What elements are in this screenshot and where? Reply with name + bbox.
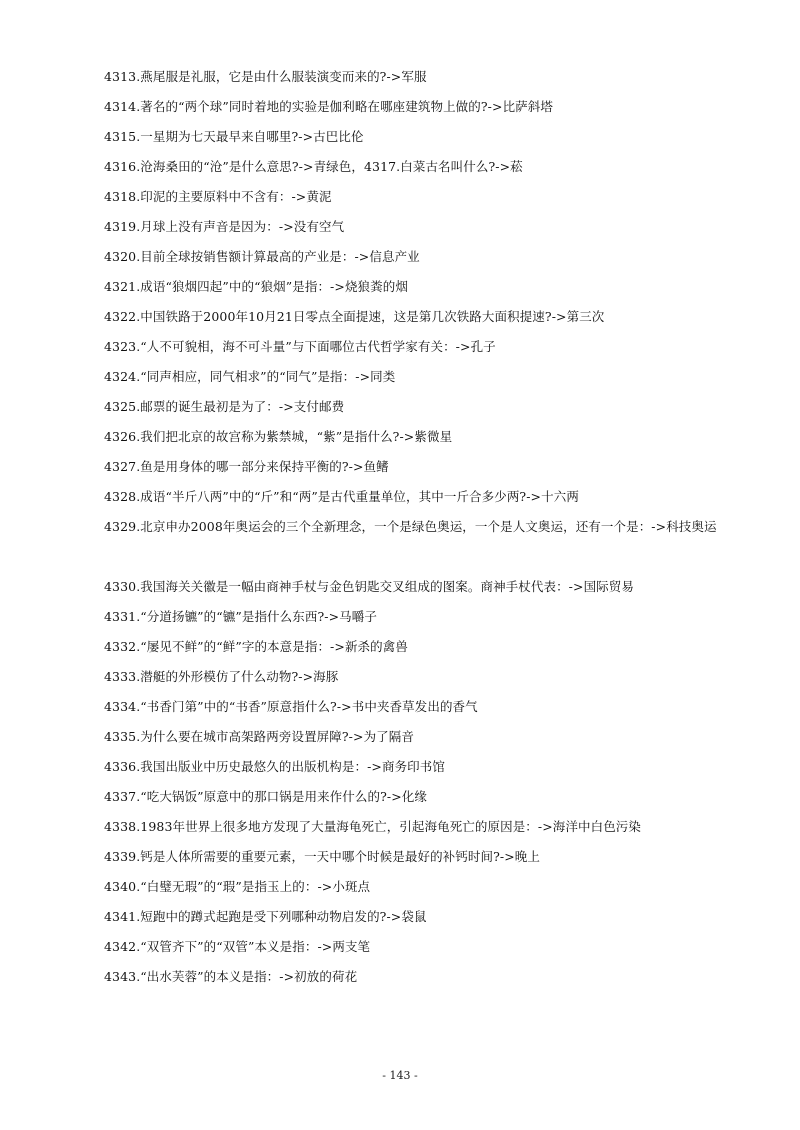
list-item: 4324.“同声相应，同气相求”的“同气”是指：->同类 xyxy=(104,369,396,384)
list-item: 4341.短跑中的蹲式起跑是受下列哪种动物启发的?->袋鼠 xyxy=(104,909,427,924)
list-item: 4327.鱼是用身体的哪一部分来保持平衡的?->鱼鳍 xyxy=(104,459,389,474)
list-item: 4322.中国铁路于2000年10月21日零点全面提速，这是第几次铁路大面积提速?->第三次 xyxy=(104,309,605,324)
list-item: 4334.“书香门第”中的“书香”原意指什么?->书中夹香草发出的香气 xyxy=(104,699,478,714)
list-item: 4329.北京申办2008年奥运会的三个全新理念，一个是绿色奥运，一个是人文奥运，还有一个是：->科技奥运 xyxy=(104,519,717,534)
page-number: - 143 - xyxy=(382,1069,418,1082)
list-item: 4336.我国出版业中历史最悠久的出版机构是：->商务印书馆 xyxy=(104,759,445,774)
list-item: 4315.一星期为七天最早来自哪里?->古巴比伦 xyxy=(104,129,364,144)
list-item: 4328.成语“半斤八两”中的“斤”和“两”是古代重量单位，其中一斤合多少两?->十六两 xyxy=(104,489,579,504)
list-item: 4318.印泥的主要原料中不含有：->黄泥 xyxy=(104,189,332,204)
list-item: 4326.我们把北京的故宫称为紫禁城，“紫”是指什么?->紫微星 xyxy=(104,429,453,444)
list-item: 4340.“白璧无瑕”的“瑕”是指玉上的：->小斑点 xyxy=(104,879,371,894)
list-item: 4331.“分道扬镳”的“镳”是指什么东西?->马嚼子 xyxy=(104,609,377,624)
list-item: 4313.燕尾服是礼服，它是由什么服装演变而来的?->军服 xyxy=(104,69,427,84)
list-item: 4321.成语“狼烟四起”中的“狼烟”是指：->烧狼粪的烟 xyxy=(104,279,408,294)
list-item: 4337.“吃大锅饭”原意中的那口锅是用来作什么的?->化缘 xyxy=(104,789,427,804)
list-item: 4330.我国海关关徽是一幅由商神手杖与金色钥匙交叉组成的图案。商神手杖代表：->国际贸易 xyxy=(104,579,634,594)
list-item: 4332.“屡见不鲜”的“鲜”字的本意是指：->新杀的禽兽 xyxy=(104,639,408,654)
list-item: 4333.潜艇的外形模仿了什么动物?->海豚 xyxy=(104,669,339,684)
list-item: 4339.钙是人体所需要的重要元素，一天中哪个时候是最好的补钙时间?->晚上 xyxy=(104,849,540,864)
list-item: 4343.“出水芙蓉”的本义是指：->初放的荷花 xyxy=(104,969,358,984)
question-list xyxy=(80,62,730,992)
list-item: 4323.“人不可貌相，海不可斗量”与下面哪位古代哲学家有关：->孔子 xyxy=(104,339,496,354)
list-item: 4338.1983年世界上很多地方发现了大量海龟死亡，引起海龟死亡的原因是：->海洋中白色污染 xyxy=(104,819,641,834)
list-item: 4320.目前全球按销售额计算最高的产业是：->信息产业 xyxy=(104,249,420,264)
list-item: 4316.沧海桑田的“沧”是什么意思?->青绿色，4317.白菜古名叫什么?->菘 xyxy=(104,159,523,174)
list-item: 4335.为什么要在城市高架路两旁设置屏障?->为了隔音 xyxy=(104,729,414,744)
list-item: 4325.邮票的诞生最初是为了：->支付邮费 xyxy=(104,399,345,414)
list-item: 4342.“双管齐下”的“双管”本义是指：->两支笔 xyxy=(104,939,371,954)
list-item: 4314.著名的“两个球”同时着地的实验是伽利略在哪座建筑物上做的?->比萨斜塔 xyxy=(104,99,553,114)
list-item: 4319.月球上没有声音是因为：->没有空气 xyxy=(104,219,345,234)
